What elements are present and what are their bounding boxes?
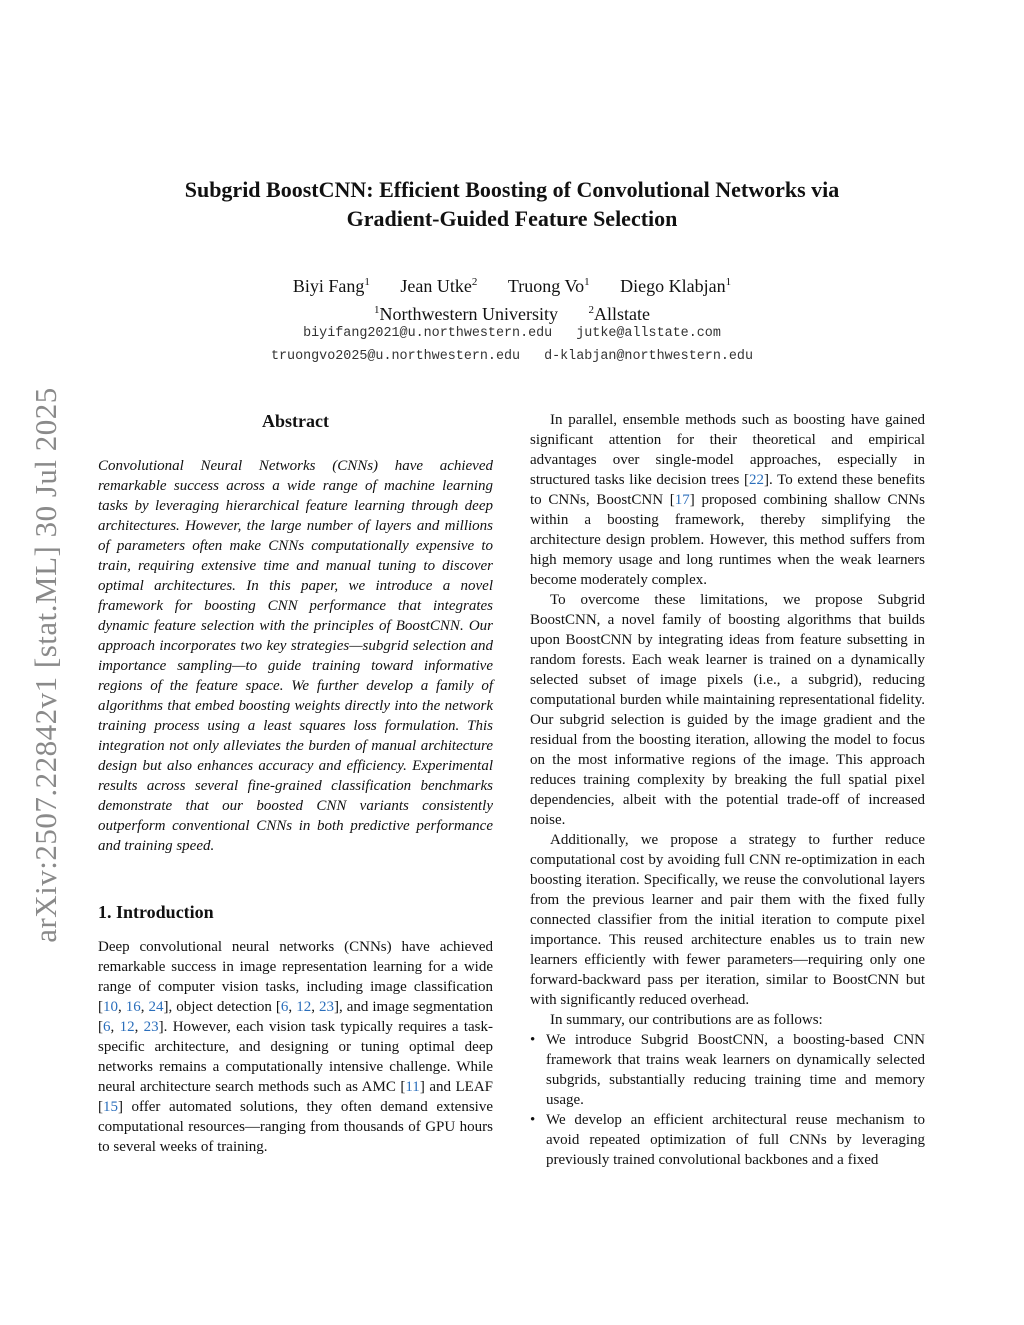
citation-link[interactable]: 17 (674, 492, 690, 508)
body-paragraph: Additionally, we propose a strategy to further reduce computational cost by avoiding full CNN re-optimization in each boosting iteration. Specifically, we reuse the convolutional layers from the previous learner and pair them with the fixed fully connected classifier from the initial iteration to compute pixel importance. This reused architecture enables us to train new learners efficiently with fewer parameters—requiring only one forward-backward pass per iteration, similar to BoostCNN but with significantly reduced overhead. (530, 832, 925, 1008)
abstract-heading: Abstract (262, 411, 329, 431)
abstract-text: Convolutional Neural Networks (CNNs) have achieved remarkable success across a wide range of machine learning tasks by leveraging hierarchical feature learning through deep architectures. However, the large number of layers and millions of parameters often make CNNs computationally expensive to train, requiring extensive time and manual tuning to discover optimal architectures. In this paper, we introduce a novel framework for boosting CNN performance that integrates dynamic feature selection with the principles of BoostCNN. Our approach incorporates two key strategies—subgrid selection and importance sampling—to guide training toward informative regions of the feature space. We further develop a family of algorithms that embed boosting weights directly into the network training process using a least squares loss formulation. This integration not only alleviates the burden of manual architecture design but also enhances accuracy and efficiency. Experimental results across several fine-grained classification benchmarks demonstrate that our boosted CNN variants consistently outperform conventional CNNs in both predictive performance and training speed. (98, 458, 493, 854)
citation-link[interactable]: 23 (318, 999, 334, 1015)
right-column (530, 410, 925, 1170)
affiliation-number: 1 (374, 304, 380, 316)
citation-link[interactable]: 16 (125, 999, 141, 1015)
author-affiliation-mark: 2 (471, 276, 478, 288)
author-name: Diego Klabjan (620, 276, 726, 296)
author-affiliation-mark: 1 (364, 276, 370, 288)
author (620, 276, 731, 296)
affiliation-number: 2 (588, 304, 594, 316)
section-heading: 1. Introduction (98, 902, 214, 922)
title-line-1: Subgrid BoostCNN: Efficient Boosting of Convolutional Networks via (184, 177, 840, 202)
citation-link[interactable]: 11 (405, 1079, 420, 1095)
body-paragraph: In summary, our contributions are as follows: (550, 1012, 823, 1028)
author (400, 276, 477, 296)
contribution-list (530, 1030, 925, 1170)
email-row (100, 322, 924, 345)
author-block (100, 270, 924, 326)
author (293, 276, 370, 296)
author-row (100, 270, 924, 298)
citation-link[interactable]: 15 (103, 1099, 118, 1115)
author-name: Jean Utke (400, 276, 472, 296)
list-item: • We introduce Subgrid BoostCNN, a boosting-based CNN framework that trains weak learners on dynamically selected subgrids, substantially reducing training time and memory usage. (530, 1030, 925, 1110)
paper-title (100, 175, 924, 233)
email: biyifang2021@u.northwestern.edu (303, 326, 553, 341)
citation-link[interactable]: 6 (103, 1019, 111, 1035)
citation-link[interactable]: 23 (143, 1019, 159, 1035)
email: d-klabjan@northwestern.edu (544, 349, 754, 364)
arxiv-stamp: arXiv:2507.22842v1 [stat.ML] 30 Jul 2025 (28, 387, 63, 943)
email-block (100, 322, 924, 368)
affiliation-name: Allstate (593, 304, 650, 324)
citation-link[interactable]: 10 (103, 999, 118, 1015)
citation-link[interactable]: 24 (148, 999, 164, 1015)
citation-link[interactable]: 12 (296, 999, 312, 1015)
author-name: Biyi Fang (292, 276, 365, 296)
citation-link[interactable]: 22 (749, 472, 765, 488)
body-paragraph: In parallel, ensemble methods such as boosting have gained significant attention for their theoretical and empirical advantages over single-model approaches, especially in structured tasks like decision trees [22]. To extend these benefits to CNNs, BoostCNN [17] proposed combining shallow CNNs within a boosting framework, thereby simplifying the architecture design problem. However, this method suffers from high memory usage and long runtimes when the weak learners become moderately complex. (530, 412, 925, 588)
email: jutke@allstate.com (576, 326, 721, 341)
affiliation (374, 304, 558, 324)
list-item: • We develop an efficient architectural reuse mechanism to avoid repeated optimization of full CNNs by leveraging previously trained convolutional backbones and a fixed (530, 1110, 925, 1170)
author-name: Truong Vo (507, 276, 585, 296)
title-line-2: Gradient-Guided Feature Selection (346, 206, 678, 231)
author-affiliation-mark: 1 (725, 276, 732, 288)
citation-link[interactable]: 6 (280, 999, 289, 1015)
email: truongvo2025@u.northwestern.edu (270, 349, 521, 364)
affiliation-name: Northwestern University (379, 304, 558, 324)
author-affiliation-mark: 1 (584, 276, 590, 288)
email-row (100, 345, 924, 368)
intro-paragraph: Deep convolutional neural networks (CNNs) have achieved remarkable success in image representation learning for a wide range of computer vision tasks, including image classification [10, 16, 24], object detection [6, 12, 23], and image segmentation [6, 12, 23]. However, each vision task typically requires a task-specific architecture, and designing or tuning optimal deep networks remains a computationally intensive challenge. While neural architecture search methods such as AMC [11] and LEAF [15] offer automated solutions, they often demand extensive computational resources—ranging from thousands of GPU hours to several weeks of training. (98, 939, 494, 1155)
author (508, 276, 590, 296)
left-column (98, 410, 493, 1157)
affiliation (588, 304, 650, 324)
citation-link[interactable]: 12 (119, 1019, 135, 1035)
body-paragraph: To overcome these limitations, we propose Subgrid BoostCNN, a novel family of boosting algorithms that builds upon BoostCNN by integrating ideas from feature subsetting in random forests. Each weak learner is trained on a dynamically selected subset of image pixels (i.e., a subgrid), reducing computational burden while maintaining representational fidelity. Our subgrid selection is guided by the image gradient and the residual from the boosting iteration, allowing the model to focus on the most informative regions of the image. This approach reduces training complexity by breaking the full spatial pixel dependencies, albeit with the potential trade-off of increased noise. (530, 592, 925, 828)
